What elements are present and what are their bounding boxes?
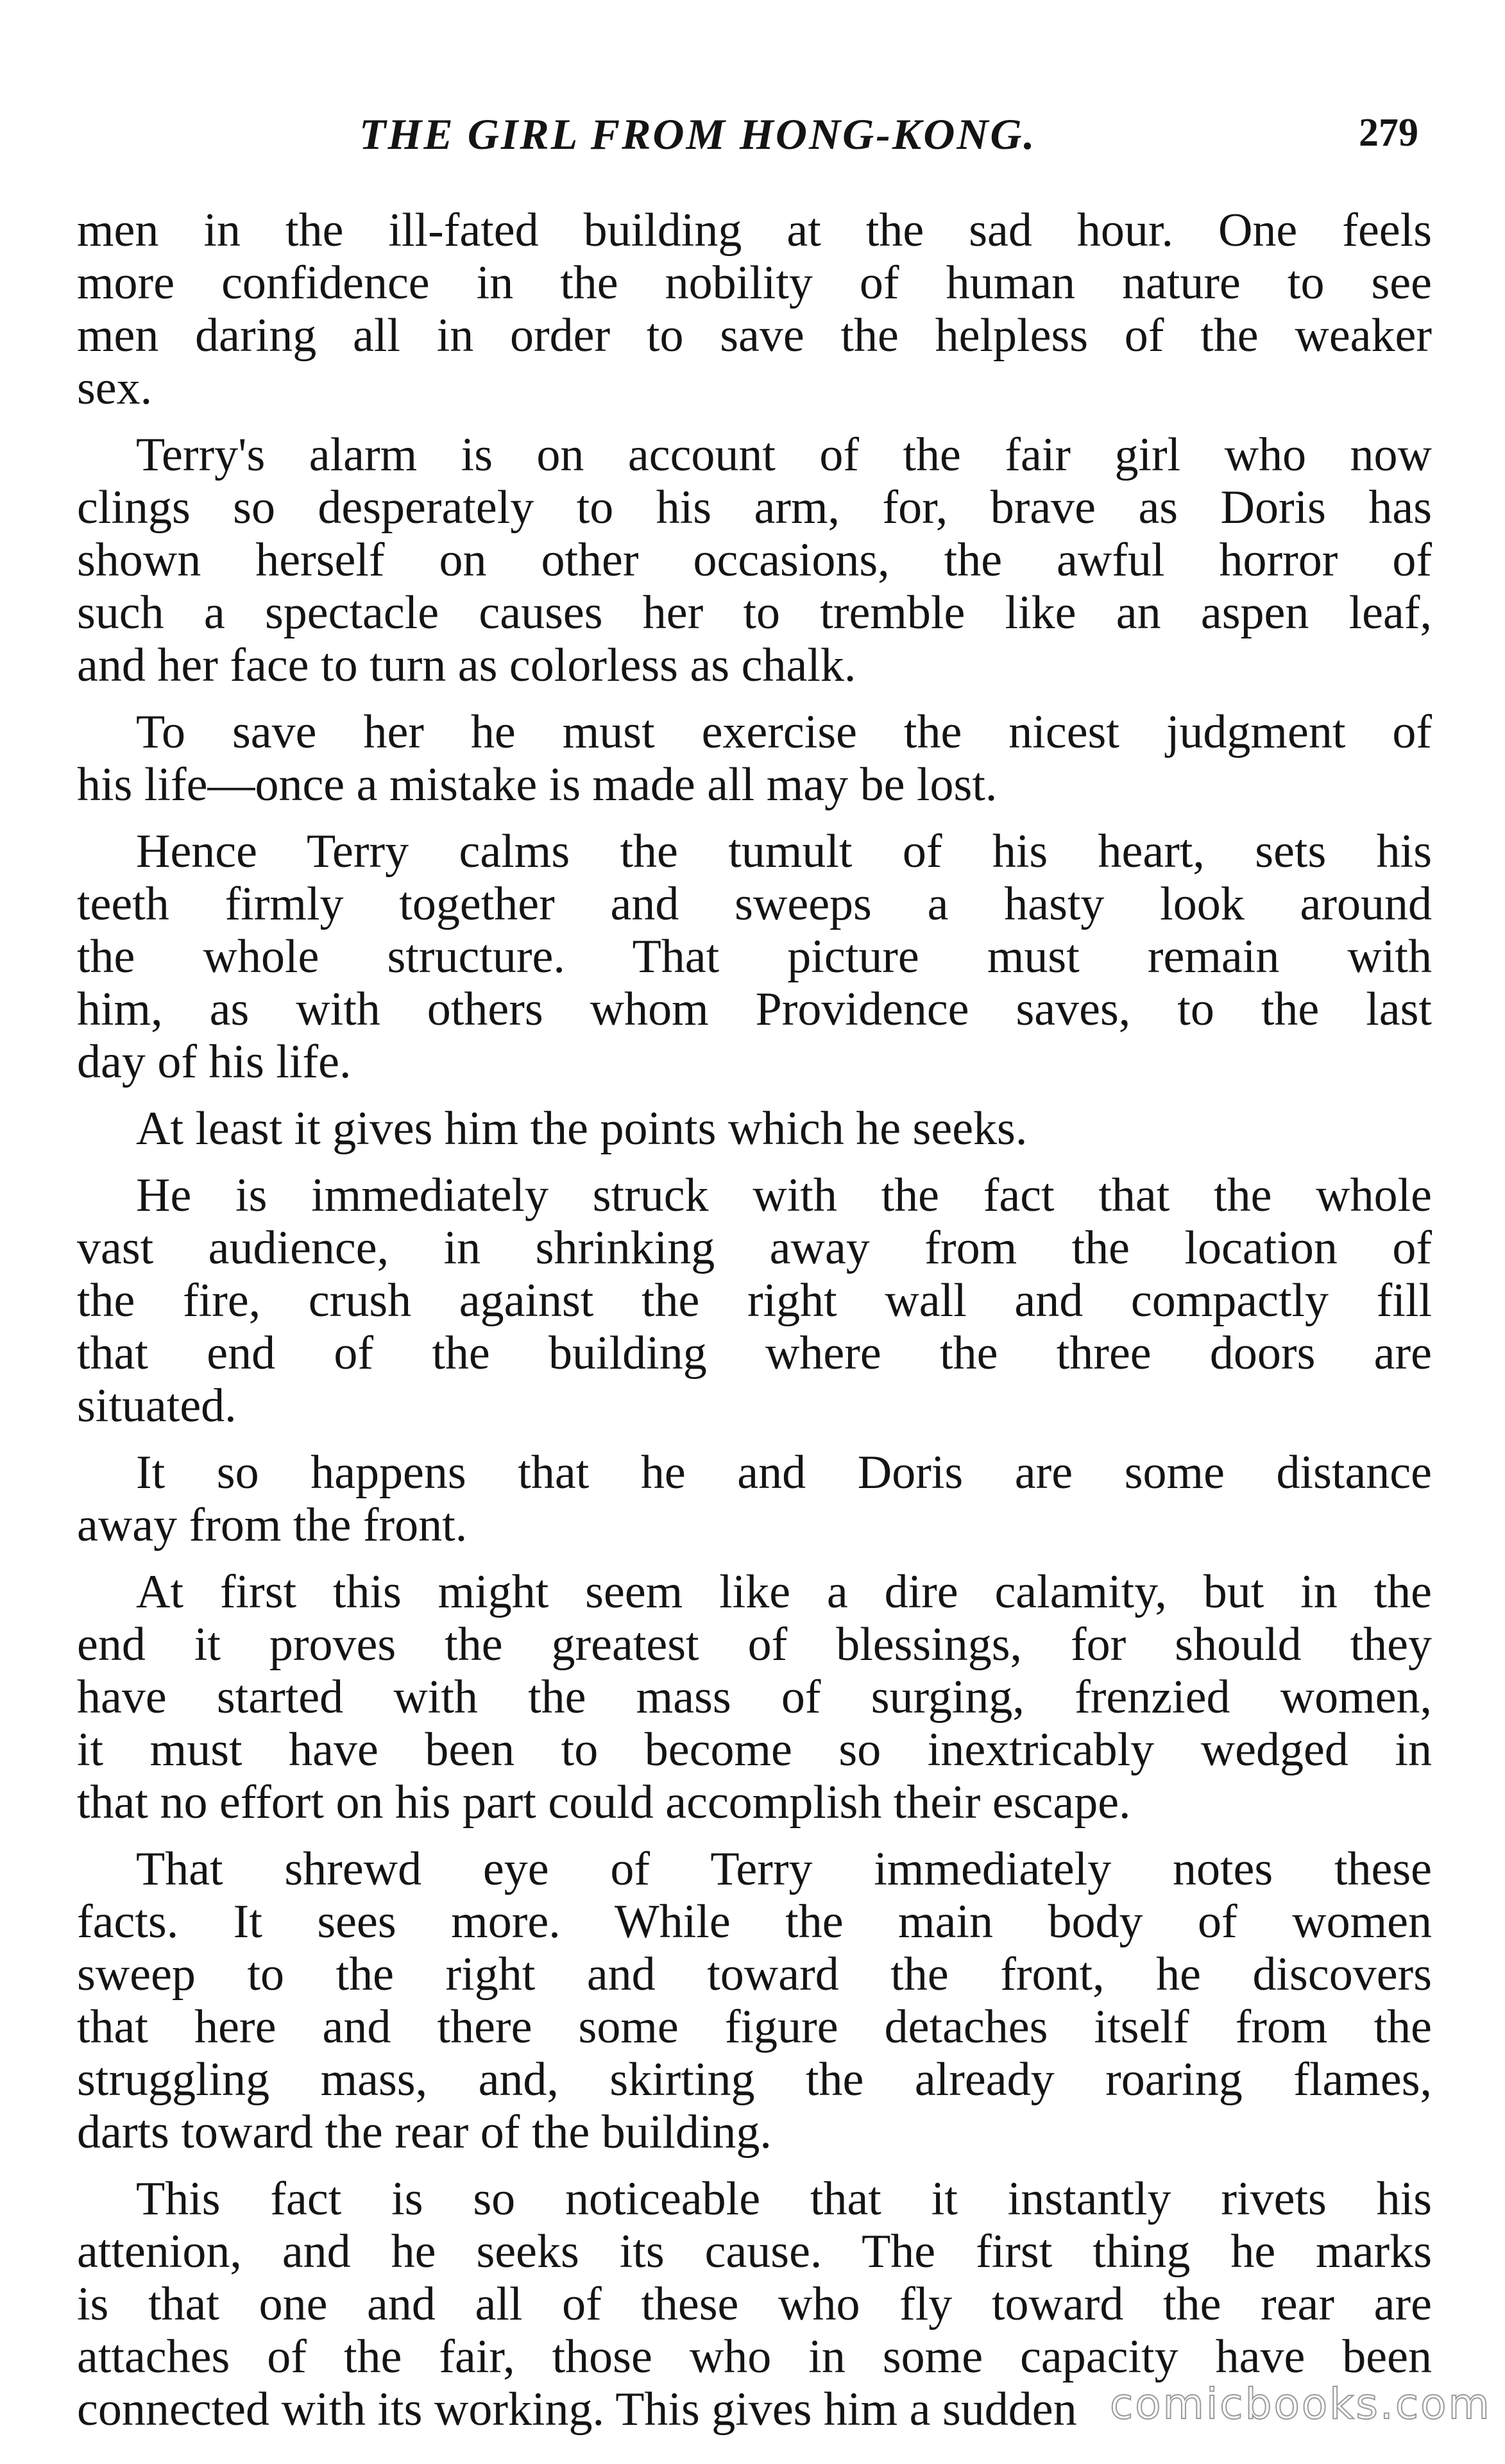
text-line: It so happens that he and Doris are some distance (136, 1446, 1432, 1499)
paragraph (77, 1446, 1432, 1552)
paragraph (77, 1843, 1432, 2159)
paragraph (77, 706, 1432, 811)
running-head (0, 109, 1505, 173)
text-line: sweep to the right and toward the front, he discovers (77, 1948, 1432, 2001)
text-line: away from the front. (77, 1499, 468, 1552)
text-line: shown herself on other occasions, the awful horror of (77, 534, 1432, 586)
text-line: Terry's alarm is on account of the fair girl who now (136, 429, 1432, 481)
text-line: have started with the mass of surging, frenzied women, (77, 1671, 1432, 1724)
text-line: This fact is so noticeable that it instantly rivets his (136, 2173, 1432, 2225)
text-line: He is immediately struck with the fact that the whole (136, 1169, 1432, 1222)
text-line: sex. (77, 362, 153, 415)
text-line: To save her he must exercise the nicest judgment of (136, 706, 1432, 758)
text-line: darts toward the rear of the building. (77, 2106, 772, 2159)
running-title: THE GIRL FROM HONG-KONG. (359, 110, 1037, 158)
text-line: At first this might seem like a dire calamity, but in the (136, 1566, 1432, 1618)
paragraph (77, 429, 1432, 692)
text-line: his life—once a mistake is made all may be lost. (77, 758, 998, 811)
text-line: situated. (77, 1380, 237, 1432)
body-text (77, 204, 1432, 2450)
paragraph (77, 825, 1432, 1088)
text-line: men in the ill-fated building at the sad hour. One feels (77, 204, 1432, 257)
text-line: connected with its working. This gives him a sudden (77, 2383, 1077, 2436)
text-line: At least it gives him the points which he seeks. (136, 1102, 1028, 1155)
text-line: the fire, crush against the right wall and compactly fill (77, 1274, 1432, 1327)
text-line: vast audience, in shrinking away from the location of (77, 1222, 1432, 1274)
text-line: that end of the building where the three doors are (77, 1327, 1432, 1380)
paragraph (77, 1169, 1432, 1432)
paragraph (77, 1102, 1432, 1155)
text-line: clings so desperately to his arm, for, brave as Doris has (77, 481, 1432, 534)
text-line: is that one and all of these who fly toward the rear are (77, 2278, 1432, 2331)
paragraph (77, 204, 1432, 415)
text-line: facts. It sees more. While the main body of women (77, 1895, 1432, 1948)
text-line: it must have been to become so inextricably wedged in (77, 1724, 1432, 1776)
page-number: 279 (1359, 111, 1418, 155)
text-line: that here and there some figure detaches itself from the (77, 2001, 1432, 2053)
text-line: struggling mass, and, skirting the already roaring flames, (77, 2053, 1432, 2106)
text-line: attenion, and he seeks its cause. The first thing he marks (77, 2225, 1432, 2278)
text-line: attaches of the fair, those who in some capacity have been (77, 2331, 1432, 2383)
text-line: That shrewd eye of Terry immediately notes these (136, 1843, 1432, 1895)
text-line: teeth firmly together and sweeps a hasty look around (77, 878, 1432, 930)
text-line: him, as with others whom Providence saves, to the last (77, 983, 1432, 1036)
paragraph (77, 1566, 1432, 1829)
text-line: more confidence in the nobility of human nature to see (77, 257, 1432, 309)
text-line: end it proves the greatest of blessings, for should they (77, 1618, 1432, 1671)
text-line: Hence Terry calms the tumult of his heart, sets his (136, 825, 1432, 878)
text-line: men daring all in order to save the helpless of the weaker (77, 309, 1432, 362)
text-line: day of his life. (77, 1036, 352, 1088)
text-line: such a spectacle causes her to tremble like an aspen leaf, (77, 586, 1432, 639)
text-line: and her face to turn as colorless as chalk. (77, 639, 856, 692)
watermark-logo: comicbooks.com (1110, 2379, 1492, 2429)
text-line: that no effort on his part could accomplish their escape. (77, 1776, 1131, 1829)
text-line: the whole structure. That picture must remain with (77, 930, 1432, 983)
